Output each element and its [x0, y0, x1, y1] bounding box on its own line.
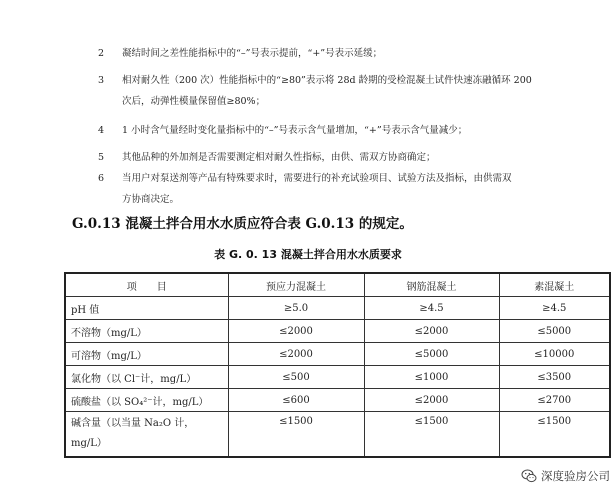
table-row [65, 389, 610, 412]
cell-value: ≤5000 [364, 343, 499, 366]
table-caption: 表 G. 0. 13 混凝土拌合用水水质要求 [214, 248, 402, 261]
watermark [521, 468, 610, 484]
cell-value: ≤600 [228, 389, 364, 412]
table-row [65, 412, 610, 458]
header-item: 项 目 [65, 273, 228, 297]
cell-value: ≤2000 [228, 320, 364, 343]
note-number: 6 [98, 173, 105, 184]
table-header-row [65, 273, 610, 297]
cell-value: ≥4.5 [364, 297, 499, 320]
watermark-text: 深度验房公司 [541, 469, 610, 483]
note-text: 相对耐久性（200 次）性能指标中的“≥80”表示将 28d 龄期的受检混凝土试件快速冻融循环 200 [122, 75, 532, 86]
header-prestressed: 预应力混凝土 [228, 273, 364, 297]
cell-value: ≤10000 [499, 343, 610, 366]
cell-value: ≤1500 [228, 412, 364, 458]
cell-value: ≤500 [228, 366, 364, 389]
table-row [65, 320, 610, 343]
cell-value: ≤2700 [499, 389, 610, 412]
note-number: 5 [98, 152, 105, 163]
row-item [65, 412, 228, 458]
row-item: 硫酸盐（以 SO₄²⁻计，mg/L） [65, 389, 228, 412]
note-text: 其他品种的外加剂是否需要测定相对耐久性指标，由供、需双方协商确定； [122, 152, 436, 163]
wechat-icon [521, 468, 537, 484]
row-item: pH 值 [65, 297, 228, 320]
cell-value: ≤2000 [364, 389, 499, 412]
row-item: 氯化物（以 Cl⁻计，mg/L） [65, 366, 228, 389]
cell-value: ≤1500 [364, 412, 499, 458]
note-text-continued: 次后，动弹性模量保留值≥80%； [122, 96, 266, 107]
section-paragraph: G.0.13 混凝土拌合用水水质应符合表 G.0.13 的规定。 [72, 216, 413, 232]
header-plain: 素混凝土 [499, 273, 610, 297]
table-row [65, 297, 610, 320]
note-text: 1 小时含气量经时变化量指标中的“–”号表示含气量增加，“+”号表示含气量减少； [122, 125, 468, 136]
table-row [65, 343, 610, 366]
cell-value: ≤2000 [228, 343, 364, 366]
table-row [65, 366, 610, 389]
note-text-continued: 方协商决定。 [122, 194, 180, 205]
note-text: 当用户对泵送剂等产品有特殊要求时，需要进行的补充试验项目、试验方法及指标，由供需双 [122, 173, 512, 184]
cell-value: ≤3500 [499, 366, 610, 389]
row-item-line-2: mg/L） [71, 438, 107, 449]
cell-value: ≤1000 [364, 366, 499, 389]
water-quality-table [64, 272, 611, 458]
cell-value: ≤2000 [364, 320, 499, 343]
cell-value: ≥5.0 [228, 297, 364, 320]
note-number: 2 [98, 48, 105, 59]
cell-value: ≤1500 [499, 412, 610, 458]
cell-value: ≤5000 [499, 320, 610, 343]
row-item: 不溶物（mg/L） [65, 320, 228, 343]
cell-value: ≥4.5 [499, 297, 610, 320]
row-item-line-1: 碱含量（以当量 Na₂O 计， [71, 418, 195, 429]
note-number: 4 [98, 125, 105, 136]
header-reinforced: 钢筋混凝土 [364, 273, 499, 297]
note-number: 3 [98, 75, 105, 86]
note-text: 凝结时间之差性能指标中的“–”号表示提前，“+”号表示延缓； [122, 48, 383, 59]
row-item: 可溶物（mg/L） [65, 343, 228, 366]
